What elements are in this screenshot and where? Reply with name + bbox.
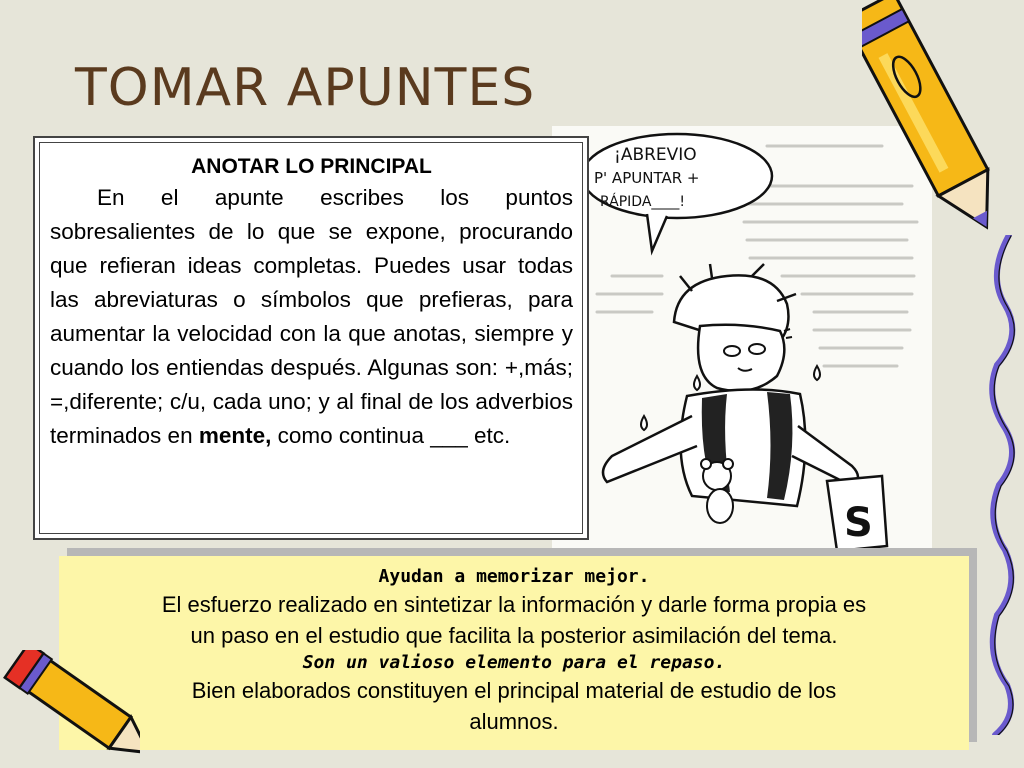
scribble-line [985,235,1024,735]
pencil-icon-small [0,650,140,768]
box-body [50,181,573,453]
paper-mark: S [844,500,873,546]
speech-line-1: ¡ABREVIO [614,145,697,165]
slide-title: TOMAR APUNTES [75,58,536,118]
note-line-2: El esfuerzo realizado en sintetizar la información y darle forma propia es [161,592,867,617]
note-line-4: Son un valioso elemento para el repaso. [302,652,726,673]
principal-text-box [33,136,589,540]
note-line-6: alumnos. [469,709,559,734]
note-line-3: un paso en el estudio que facilita la posterior asimilación del tema. [190,623,838,648]
note-line-5: Bien elaborados constituyen el principal material de estudio de los [191,678,837,703]
box-body-bold: mente, [198,423,272,448]
speech-line-3: RÁPIDA____! [600,194,686,210]
summary-note [59,556,969,750]
box-heading: ANOTAR LO PRINCIPAL [191,155,432,178]
speech-line-2: P' APUNTAR + [594,169,700,187]
box-body-text: En el apunte escribes los puntos sobresalientes de lo que se expone, procurando que refieran ideas completas. Puedes usar todas las abreviaturas o símbolos que prefieras, para aumentar la velocidad con la que anotas, siempre y cuando los entiendas después. Algunas son: +,más; =,diferente; c/u, cada uno; y al final de los adverbios terminados en [50,185,573,448]
pencil-icon [862,0,1002,245]
box-body-end: como continua ___ etc. [271,423,511,448]
note-line-1: Ayudan a memorizar mejor. [378,566,650,587]
